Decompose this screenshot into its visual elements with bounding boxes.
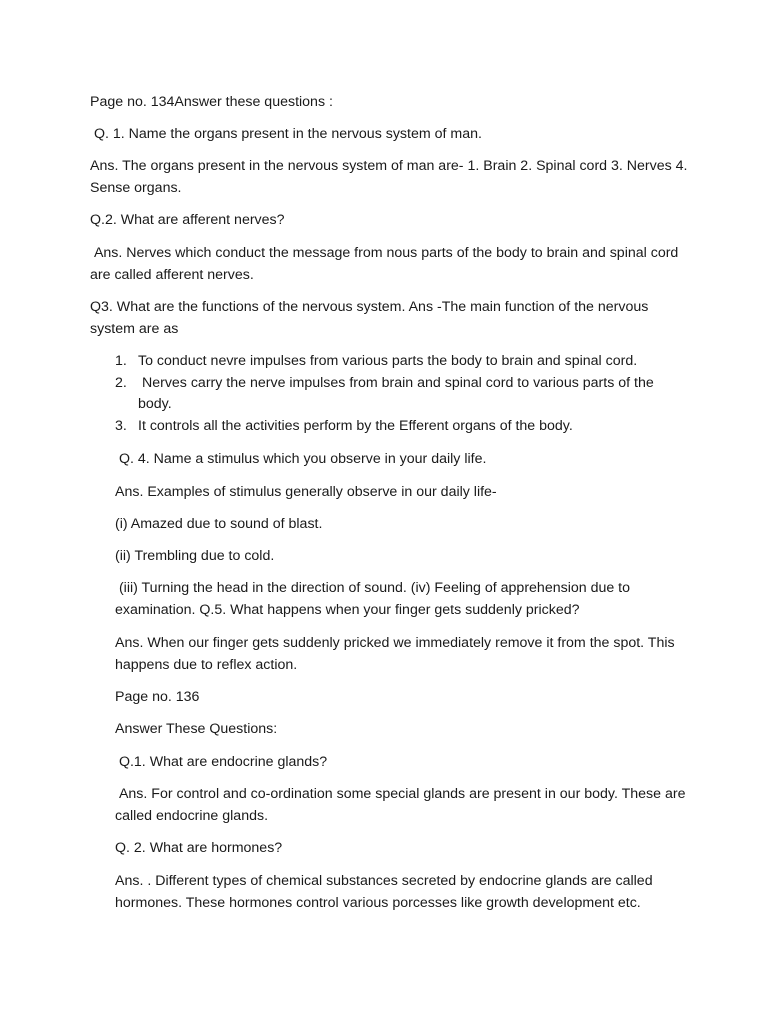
list-item xyxy=(90,351,690,373)
list-number: 2. xyxy=(115,374,127,391)
answer-1-endocrine: Ans. For control and co-ordination some special glands are present in our body. These are called endocrine glands. xyxy=(115,786,690,824)
answer-5: Ans. When our finger gets suddenly pricked we immediately remove it from the spot. This happens due to reflex action. xyxy=(115,635,675,673)
list-item-text: Nerves carry the nerve impulses from brain and spinal cord to various parts of the body. xyxy=(138,374,658,412)
list-item-text: To conduct nevre impulses from various parts the body to brain and spinal cord. xyxy=(138,353,638,369)
question-1-endocrine: Q.1. What are endocrine glands? xyxy=(115,754,328,770)
page-heading-136: Page no. 136 xyxy=(115,689,200,705)
answer-4-intro: Ans. Examples of stimulus generally observe in our daily life- xyxy=(115,484,497,500)
answer-4-item-ii: (ii) Trembling due to cold. xyxy=(115,548,275,564)
answer-1: Ans. The organs present in the nervous system of man are- 1. Brain 2. Spinal cord 3. Nerves 4. Sense organs. xyxy=(90,158,688,196)
page-heading-134: Page no. 134Answer these questions : xyxy=(90,94,333,110)
list-number: 1. xyxy=(115,353,127,369)
functions-list xyxy=(90,351,690,437)
answer-2-hormones: Ans. . Different types of chemical substances secreted by endocrine glands are called hormones. These hormones control various porcesses like growth development etc. xyxy=(115,873,653,911)
answer-4-item-iii-iv-question-5: (iii) Turning the head in the direction of sound. (iv) Feeling of apprehension due to examination. Q.5. What happens when your finger gets suddenly pricked? xyxy=(115,580,634,618)
answer-4-item-i: (i) Amazed due to sound of blast. xyxy=(115,516,323,532)
list-item xyxy=(90,416,690,438)
question-2-hormones: Q. 2. What are hormones? xyxy=(115,840,283,856)
answer-2: Ans. Nerves which conduct the message from nous parts of the body to brain and spinal cord are called afferent nerves. xyxy=(90,245,683,283)
list-number: 3. xyxy=(115,417,127,434)
question-3: Q3. What are the functions of the nervous system. Ans -The main function of the nervous system are as xyxy=(90,299,649,337)
list-item-text: It controls all the activities perform by the Efferent organs of the body. xyxy=(138,417,573,434)
section-heading: Answer These Questions: xyxy=(115,721,278,737)
list-item xyxy=(90,373,690,416)
question-4: Q. 4. Name a stimulus which you observe in your daily life. xyxy=(115,451,487,467)
question-1: Q. 1. Name the organs present in the nervous system of man. xyxy=(90,126,482,142)
question-2: Q.2. What are afferent nerves? xyxy=(90,212,285,228)
